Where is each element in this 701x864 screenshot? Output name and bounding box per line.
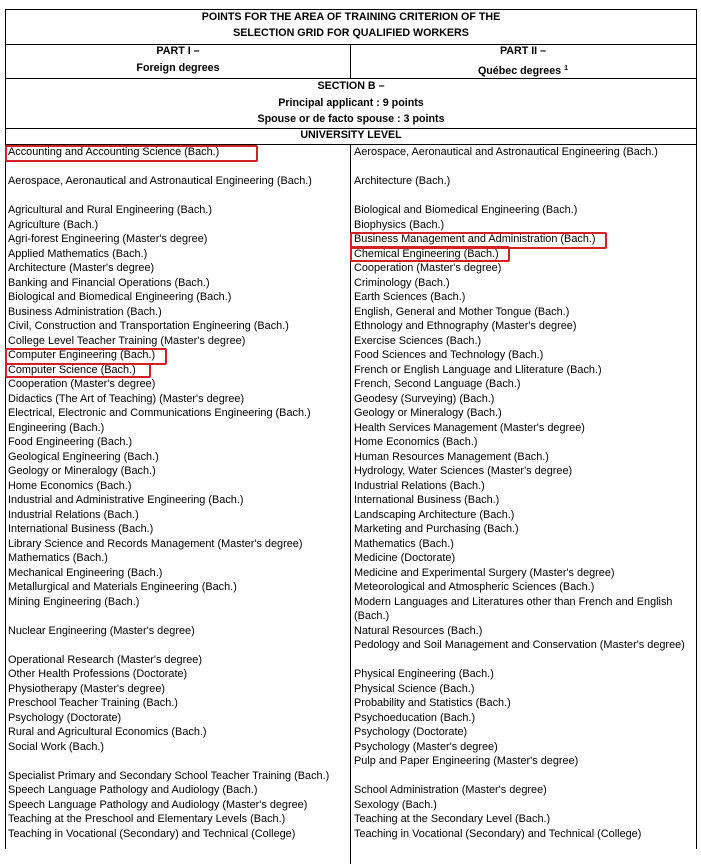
foreign-degree-item: Speech Language Pathology and Audiology (Master's degree) [8, 798, 308, 811]
quebec-degree-item: Marketing and Purchasing (Bach.) [354, 523, 519, 535]
blank-line [354, 160, 696, 175]
blank-line [354, 653, 696, 668]
quebec-degree-item: Geodesy (Surveying) (Bach.) [354, 392, 495, 405]
quebec-degree-item: Ethnology and Ethnography (Master's degree) [354, 320, 577, 332]
foreign-degree-item: Speech Language Pathology and Audiology (Bach.) [8, 784, 258, 796]
quebec-degree-item: Pulp and Paper Engineering (Master's degree) [354, 755, 579, 767]
quebec-degree-item: French or English Language and Lliterature (Bach.) [354, 363, 602, 376]
quebec-degree-item: Probability and Statistics (Bach.) [354, 697, 511, 709]
foreign-degree-item: Agricultural and Rural Engineering (Bach.) [8, 204, 213, 216]
table-title-line-1: POINTS FOR THE AREA OF TRAINING CRITERION OF THE [201, 11, 501, 23]
foreign-degree-item: Agri-forest Engineering (Master's degree) [8, 233, 208, 245]
highlight-box-chemical-engineering [350, 246, 510, 262]
quebec-degree-item: Hydrology, Water Sciences (Master's degree) [354, 465, 573, 477]
quebec-degree-item: Cooperation (Master's degree) [354, 262, 502, 274]
quebec-degree-item: Architecture (Bach.) [354, 175, 451, 187]
foreign-degree-item: International Business (Bach.) [8, 523, 154, 535]
foreign-degree-item: Computer Engineering (Bach.) [8, 349, 156, 361]
highlight-box-accounting [5, 145, 258, 162]
foreign-degree-item: Operational Research (Master's degree) [8, 653, 202, 666]
foreign-degree-item: Nuclear Engineering (Master's degree) [8, 624, 195, 637]
foreign-degree-item: Applied Mathematics (Bach.) [8, 247, 148, 260]
foreign-degree-item: Social Work (Bach.) [8, 740, 105, 753]
foreign-degree-item: Cooperation (Master's degree) [8, 378, 156, 390]
quebec-degree-item: Chemical Engineering (Bach.) [354, 247, 499, 260]
foreign-degree-item: Banking and Financial Operations (Bach.) [8, 276, 210, 289]
foreign-degree-item: Aerospace, Aeronautical and Astronautical Engineering (Bach.) [8, 175, 312, 187]
highlight-box-computer-science [5, 363, 151, 378]
foreign-degree-item: College Level Teacher Training (Master's degree) [8, 334, 246, 347]
foreign-degree-item: Specialist Primary and Secondary School Teacher Training (Bach.) [8, 769, 330, 782]
quebec-degree-item: Teaching in Vocational (Secondary) and Technical (College) [354, 827, 642, 840]
foreign-degree-item: Business Administration (Bach.) [8, 305, 162, 318]
part2-subtitle: Québec degrees [477, 65, 562, 77]
quebec-degree-item: Physical Science (Bach.) [354, 682, 475, 695]
part1-subtitle: Foreign degrees [136, 62, 220, 74]
quebec-degree-item: Food Sciences and Technology (Bach.) [354, 349, 544, 361]
quebec-degree-item: Psychology (Doctorate) [354, 726, 468, 738]
blank-line [8, 609, 346, 624]
quebec-degree-item: Exercise Sciences (Bach.) [354, 334, 482, 347]
blank-line [8, 638, 346, 653]
quebec-degree-item: Industrial Relations (Bach.) [354, 479, 485, 492]
foreign-degree-item: Geological Engineering (Bach.) [8, 450, 159, 463]
quebec-degree-item: Modern Languages and Literatures other than French and English [354, 595, 673, 608]
foreign-degree-item: Psychology (Doctorate) [8, 711, 122, 724]
foreign-degree-item: Industrial Relations (Bach.) [8, 508, 139, 521]
foreign-degree-item: Electrical, Electronic and Communications Engineering (Bach.) [8, 407, 311, 419]
blank-line [354, 769, 696, 784]
foreign-degree-item: Mathematics (Bach.) [8, 552, 108, 564]
foreign-degree-item: Engineering (Bach.) [8, 421, 105, 434]
quebec-degree-item: (Bach.) [354, 610, 390, 622]
foreign-degrees-list [8, 145, 346, 841]
table-title-line-2: SELECTION GRID FOR QUALIFIED WORKERS [233, 27, 469, 39]
quebec-degree-item: Pedology and Soil Management and Conservation (Master's degree) [354, 639, 685, 651]
quebec-degree-item: Sexology (Bach.) [354, 798, 437, 811]
quebec-degree-item: Psychoeducation (Bach.) [354, 711, 476, 724]
foreign-degree-item: Industrial and Administrative Engineering (Bach.) [8, 494, 244, 506]
principal-applicant-points: Principal applicant : 9 points [278, 97, 424, 109]
foreign-degree-item: Rural and Agricultural Economics (Bach.) [8, 726, 207, 738]
quebec-degree-item: International Business (Bach.) [354, 494, 500, 506]
foreign-degree-item: Physiotherapy (Master's degree) [8, 682, 166, 695]
foreign-degree-item: Home Economics (Bach.) [8, 479, 132, 492]
quebec-degree-item: Biological and Biomedical Engineering (Bach.) [354, 204, 578, 216]
quebec-degree-item: Medicine (Doctorate) [354, 552, 456, 564]
foreign-degree-item: Preschool Teacher Training (Bach.) [8, 697, 178, 709]
quebec-degree-item: Physical Engineering (Bach.) [354, 668, 494, 680]
quebec-degree-item: Landscaping Architecture (Bach.) [354, 508, 515, 521]
quebec-degree-item: Biophysics (Bach.) [354, 218, 445, 231]
quebec-degree-item: Business Management and Administration (Bach.) [354, 233, 596, 245]
foreign-degree-item: Teaching in Vocational (Secondary) and Technical (College) [8, 827, 296, 840]
foreign-degree-item: Agriculture (Bach.) [8, 218, 99, 231]
foreign-degree-item: Didactics (The Art of Teaching) (Master's degree) [8, 392, 245, 405]
foreign-degree-item: Other Health Professions (Doctorate) [8, 668, 188, 680]
quebec-degree-item: Medicine and Experimental Surgery (Master's degree) [354, 566, 615, 579]
foreign-degree-item: Library Science and Records Management (Master's degree) [8, 537, 303, 550]
foreign-degree-item: Architecture (Master's degree) [8, 262, 155, 274]
column-divider [350, 44, 351, 78]
foreign-degree-item: Metallurgical and Materials Engineering (Bach.) [8, 581, 237, 593]
blank-line [8, 754, 346, 769]
quebec-degree-item: Criminology (Bach.) [354, 276, 450, 289]
foreign-degree-item: Biological and Biomedical Engineering (Bach.) [8, 291, 232, 303]
quebec-degree-item: Home Economics (Bach.) [354, 436, 478, 448]
quebec-degree-item: Aerospace, Aeronautical and Astronautical Engineering (Bach.) [354, 146, 658, 158]
spouse-points: Spouse or de facto spouse : 3 points [257, 113, 445, 125]
foreign-degree-item: Computer Science (Bach.) [8, 363, 136, 376]
blank-line [354, 189, 696, 204]
part2-label: PART II – [499, 45, 547, 57]
foreign-degree-item: Mining Engineering (Bach.) [8, 595, 140, 608]
section-label: SECTION B – [317, 80, 385, 92]
part2-subtitle-row [350, 61, 696, 80]
university-level-heading: UNIVERSITY LEVEL [300, 129, 402, 141]
part1-label: PART I – [156, 45, 200, 57]
quebec-degree-item: Meteorological and Atmospheric Sciences (Bach.) [354, 581, 595, 593]
quebec-degree-item: Mathematics (Bach.) [354, 537, 454, 550]
quebec-degree-item: Psychology (Master's degree) [354, 740, 498, 753]
foreign-degree-item: Civil, Construction and Transportation Engineering (Bach.) [8, 320, 289, 332]
quebec-degree-item: Geology or Mineralogy (Bach.) [354, 407, 502, 419]
quebec-degree-item: English, General and Mother Tongue (Bach.) [354, 305, 570, 318]
quebec-degree-item: Natural Resources (Bach.) [354, 624, 483, 637]
quebec-degree-item: Health Services Management (Master's degree) [354, 421, 585, 434]
quebec-degree-item: Teaching at the Secondary Level (Bach.) [354, 813, 551, 825]
foreign-degree-item: Teaching at the Preschool and Elementary Levels (Bach.) [8, 813, 286, 825]
foreign-degree-item: Accounting and Accounting Science (Bach.) [8, 146, 220, 158]
quebec-degree-item: French, Second Language (Bach.) [354, 378, 521, 390]
foreign-degree-item: Geology or Mineralogy (Bach.) [8, 465, 156, 477]
blank-line [8, 189, 346, 204]
foreign-degree-item: Mechanical Engineering (Bach.) [8, 566, 163, 579]
quebec-degree-item: Human Resources Management (Bach.) [354, 450, 549, 463]
quebec-degree-item: Earth Sciences (Bach.) [354, 291, 466, 303]
footnote-marker: 1 [564, 65, 569, 72]
foreign-degree-item: Food Engineering (Bach.) [8, 436, 133, 448]
document-page [5, 9, 697, 849]
quebec-degree-item: School Administration (Master's degree) [354, 784, 547, 796]
